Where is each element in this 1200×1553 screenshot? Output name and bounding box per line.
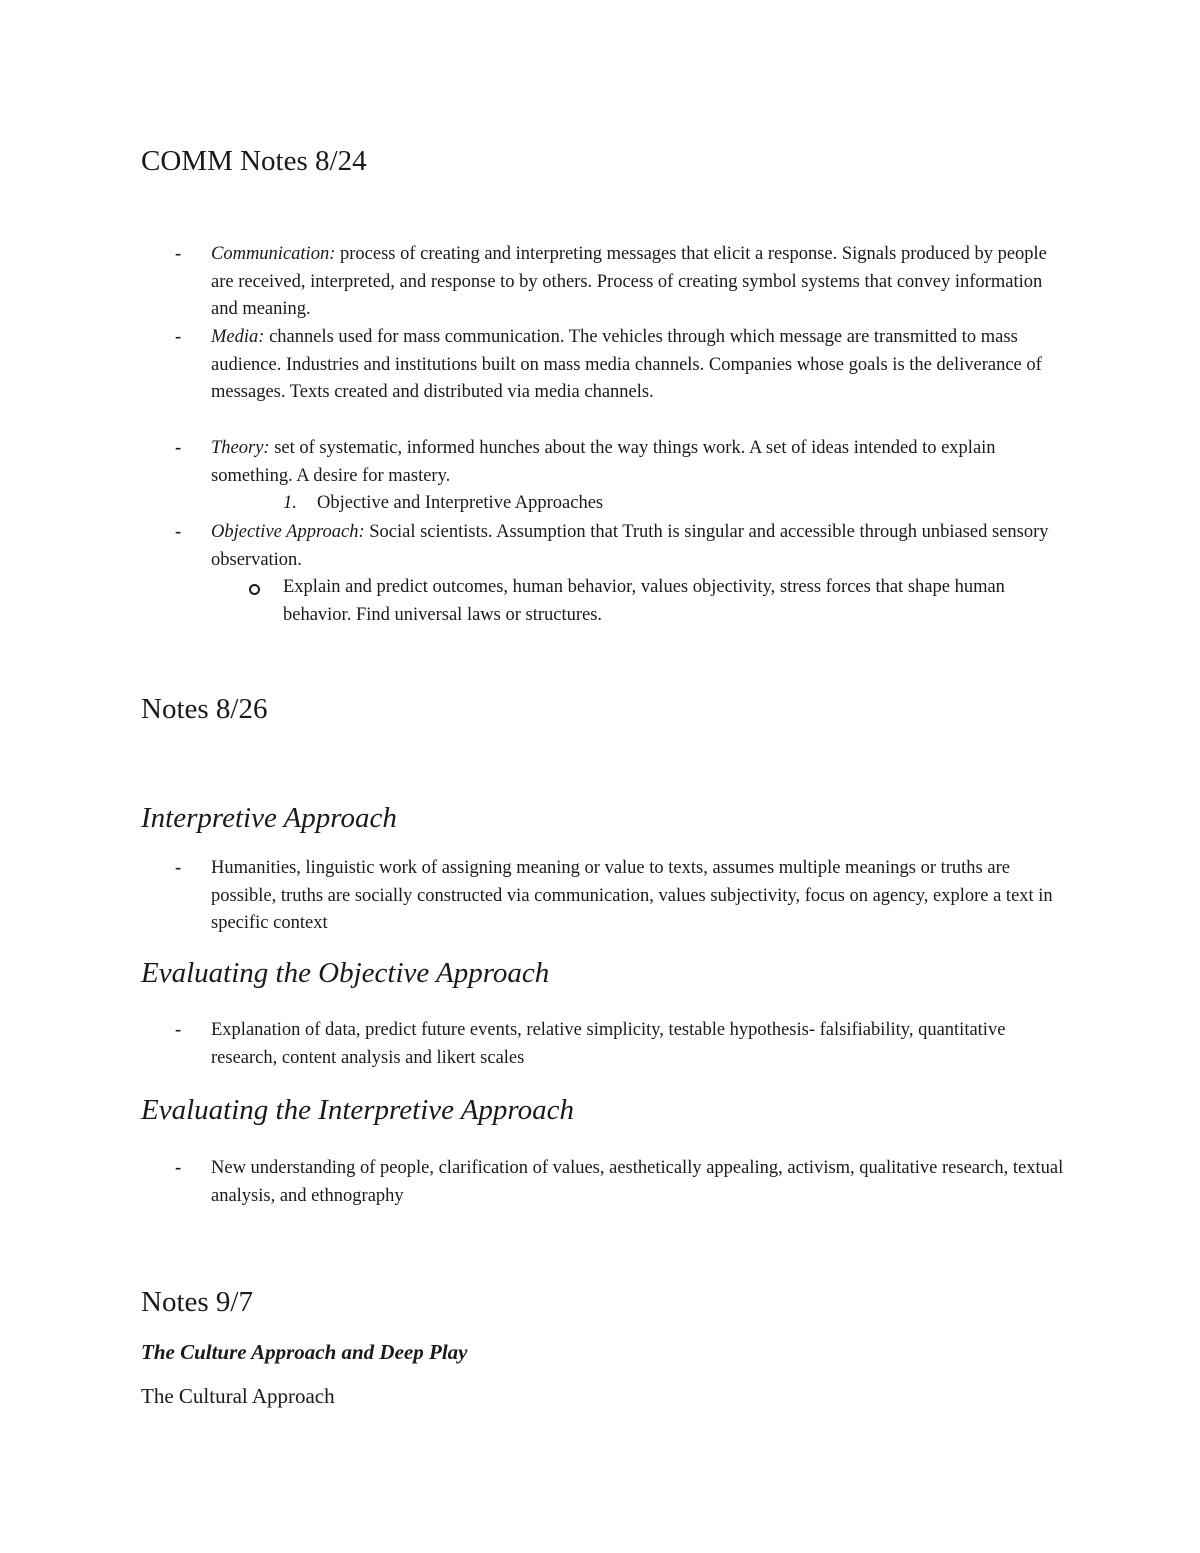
bullet-media [211, 324, 1071, 407]
heading-notes-9-7: Notes 9/7 [141, 1286, 253, 1318]
definition-theory: set of systematic, informed hunches about the way things work. A set of ideas intended to explain something. A desire for mastery. [211, 438, 996, 486]
bullet-objective-approach [211, 519, 1071, 574]
heading-comm-notes-8-24: COMM Notes 8/24 [141, 145, 367, 177]
dash-marker: - [175, 244, 182, 264]
dash-marker: - [175, 858, 182, 878]
heading-evaluating-interpretive: Evaluating the Interpretive Approach [141, 1094, 575, 1126]
numbered-item-text: Objective and Interpretive Approaches [317, 493, 604, 513]
term-media: Media: [211, 327, 265, 347]
dash-marker: - [175, 1158, 182, 1178]
dash-marker: - [175, 1020, 182, 1040]
heading-notes-8-26: Notes 8/26 [141, 693, 268, 725]
heading-evaluating-objective: Evaluating the Objective Approach [141, 957, 550, 989]
numbered-item-number: 1. [283, 493, 297, 513]
line-cultural-approach: The Cultural Approach [141, 1384, 335, 1408]
bullet-evaluating-interpretive: New understanding of people, clarification of values, aesthetically appealing, activism, qualitative research, textual analysis, and ethnography [211, 1158, 1064, 1206]
definition-communication: process of creating and interpreting messages that elicit a response. Signals produced by people are received, interpreted, and response to by others. Process of creating symbol systems that convey information and meaning. [211, 244, 1047, 319]
definition-media: channels used for mass communication. The vehicles through which message are transmitted to mass audience. Industries and institutions built on mass media channels. Companies whose goals is the deliverance of messages. Texts created and distributed via media channels. [211, 327, 1042, 402]
term-theory: Theory: [211, 438, 270, 458]
numbered-item [283, 490, 603, 518]
bullet-interpretive: Humanities, linguistic work of assigning meaning or value to texts, assumes multiple meanings or truths are possible, truths are socially constructed via communication, values subjectivity, focus on agency, explore a text in specific context [211, 858, 1053, 933]
bullet-theory [211, 435, 1071, 490]
hollow-circle-bullet-icon [249, 584, 260, 595]
term-communication: Communication: [211, 244, 336, 264]
definition-objective-approach: Social scientists. Assumption that Truth is singular and accessible through unbiased sensory observation. [211, 522, 1049, 570]
dash-marker: - [175, 522, 182, 542]
heading-interpretive-approach: Interpretive Approach [141, 802, 397, 834]
dash-marker: - [175, 327, 182, 347]
subtitle-culture-approach: The Culture Approach and Deep Play [141, 1340, 468, 1364]
bullet-communication [211, 241, 1071, 324]
bullet-evaluating-objective: Explanation of data, predict future events, relative simplicity, testable hypothesis- falsifiability, quantitative research, content analysis and likert scales [211, 1020, 1006, 1068]
dash-marker: - [175, 438, 182, 458]
sub-bullet-objective: Explain and predict outcomes, human behavior, values objectivity, stress forces that shape human behavior. Find universal laws or structures. [283, 577, 1005, 625]
term-objective-approach: Objective Approach: [211, 522, 365, 542]
